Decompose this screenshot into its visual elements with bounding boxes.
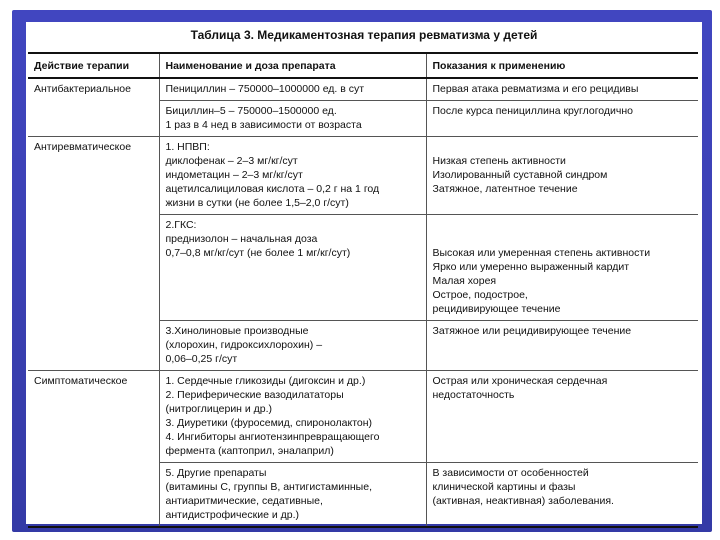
indication-line [433,140,693,154]
table-body [28,78,698,527]
drug-dose-line: 3.Хинолиновые производные [165,325,309,337]
drug-dose-line: 0,06–0,25 г/сут [165,353,238,365]
drug-dose-line: 4. Ингибиторы ангиотензинпревращающего [165,431,380,443]
indication-line: В зависимости от особенностей [432,467,589,479]
header-drug: Наименование и доза препарата [159,53,426,78]
indication-line: Ярко или умеренно выраженный кардит [432,261,630,273]
drug-dose-line: жизни в сутки (не более 1,5–2,0 г/сут) [165,197,349,209]
table-header-row [28,53,698,78]
drug-dose-line: 1. НПВП: [165,141,210,153]
drug-dose-line: антиаритмические, седативные, [165,495,323,507]
drug-dose-cell [159,371,426,463]
drug-dose-line: 0,7–0,8 мг/кг/сут (не более 1 мг/кг/сут) [165,247,351,259]
drug-dose-cell [159,463,426,528]
drug-dose-line: (витамины С, группы В, антигистаминные, [165,481,372,493]
drug-dose-line: Бициллин–5 – 750000–1500000 ед. [165,105,337,117]
drug-dose-line: 2. Периферические вазодилататоры [165,389,344,401]
indication-cell [426,101,698,137]
indication-cell [426,137,698,215]
indication-line: Затяжное или рецидивирующее течение [432,325,632,337]
table-row [28,137,698,215]
indication-line: Изолированный суставной синдром [432,169,608,181]
drug-dose-line: 1 раз в 4 нед в зависимости от возраста [165,119,362,131]
indication-cell [426,321,698,371]
therapy-action-cell: Симптоматическое [28,371,159,528]
indication-line: Острое, подострое, [432,289,528,301]
drug-dose-line: 1. Сердечные гликозиды (дигоксин и др.) [165,375,366,387]
indication-line: Острая или хроническая сердечная [432,375,608,387]
drug-dose-cell [159,137,426,215]
drug-dose-line: 5. Другие препараты [165,467,267,479]
drug-dose-line: антидистрофические и др.) [165,509,299,521]
drug-dose-line: диклофенак – 2–3 мг/кг/сут [165,155,298,167]
indication-line: клинической картины и фазы [432,481,576,493]
table-row [28,78,698,101]
indication-line: Высокая или умеренная степень активности [432,247,651,259]
indication-cell [426,78,698,101]
table-title: Таблица 3. Медикаментозная терапия ревматизма у детей [190,28,538,42]
indication-line: Первая атака ревматизма и его рецидивы [432,83,639,95]
header-indication: Показания к применению [426,53,698,78]
indication-line [433,232,693,246]
drug-dose-line: преднизолон – начальная доза [165,233,318,245]
indication-cell [426,463,698,528]
therapy-action-cell: Антибактериальное [28,78,159,137]
therapy-table [28,52,698,528]
indication-line: недостаточность [432,389,515,401]
drug-dose-line: 3. Диуретики (фуросемид, спиронолактон) [165,417,373,429]
therapy-action-cell: Антиревматическое [28,137,159,371]
slide [26,22,702,524]
drug-dose-line: ацетилсалициловая кислота – 0,2 г на 1 год [165,183,380,195]
drug-dose-cell [159,215,426,321]
indication-line: После курса пенициллина круглогодично [432,105,634,117]
indication-cell [426,215,698,321]
indication-line: Затяжное, латентное течение [432,183,578,195]
drug-dose-line: фермента (каптоприл, эналаприл) [165,445,334,457]
indication-line: Низкая степень активности [432,155,566,167]
indication-line: Малая хорея [432,275,497,287]
header-action: Действие терапии [28,53,159,78]
drug-dose-cell [159,78,426,101]
drug-dose-line: (хлорохин, гидроксихлорохин) – [165,339,323,351]
drug-dose-line: 2.ГКС: [165,219,197,231]
drug-dose-cell [159,321,426,371]
drug-dose-line: Пенициллин – 750000–1000000 ед. в сут [165,83,365,95]
drug-dose-line: (нитроглицерин и др.) [165,403,273,415]
table-row [28,371,698,463]
indication-line: рецидивирующее течение [432,303,561,315]
indication-line [433,218,693,232]
indication-cell [426,371,698,463]
drug-dose-line: индометацин – 2–3 мг/кг/сут [165,169,303,181]
indication-line: (активная, неактивная) заболевания. [432,495,614,507]
drug-dose-cell [159,101,426,137]
